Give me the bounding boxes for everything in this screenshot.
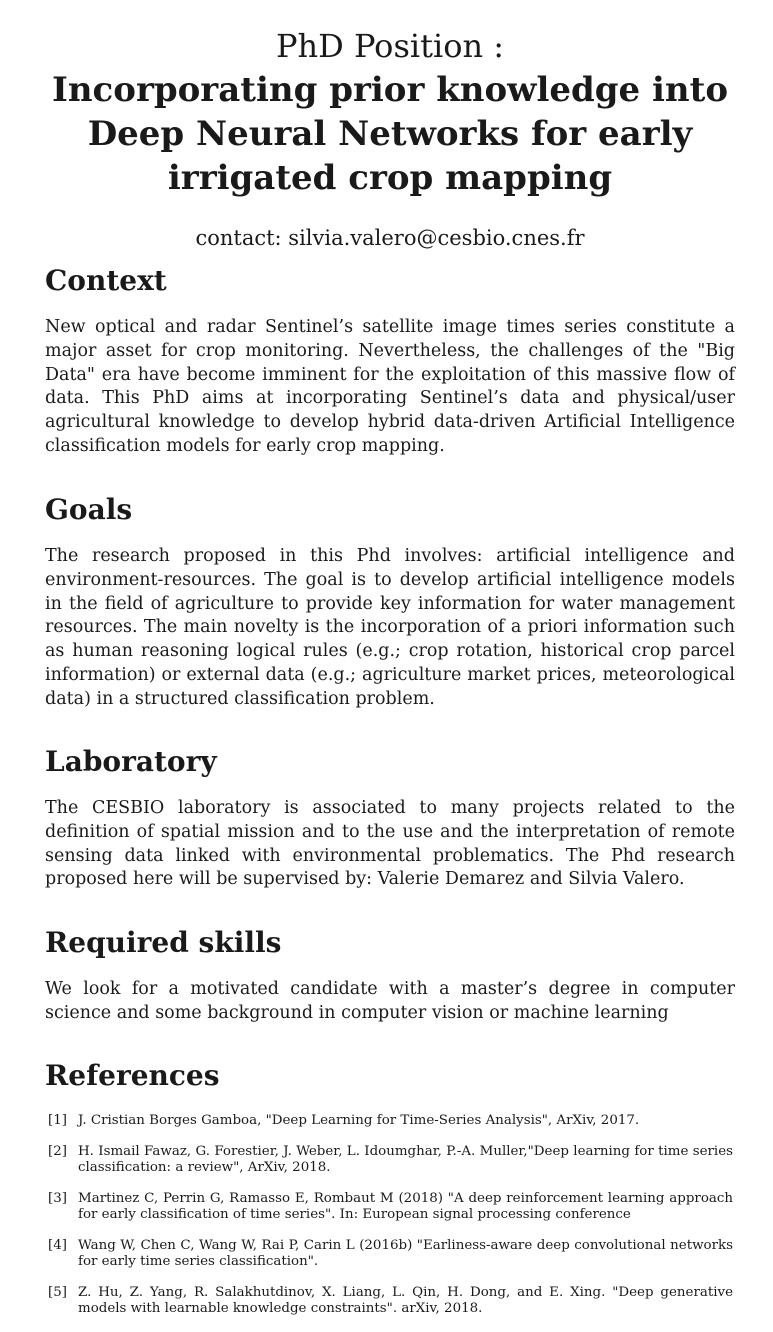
reference-number: [5]	[48, 1284, 67, 1300]
skills-body: We look for a motivated candidate with a master’s degree in computer science and some background in computer vision or machine learning	[45, 979, 735, 1023]
laboratory-section	[45, 745, 735, 892]
goals-heading: Goals	[45, 493, 133, 526]
reference-item	[45, 1238, 735, 1271]
page-title: Incorporating prior knowledge into Deep Neural Networks for early irrigated crop mapping	[51, 70, 729, 198]
reference-text: Martinez C, Perrin G, Ramasso E, Rombaut M (2018) "A deep reinforcement learning approach for early classification of time series". In: European signal processing conference	[78, 1190, 733, 1222]
skills-heading: Required skills	[45, 926, 282, 959]
reference-number: [4]	[48, 1237, 67, 1253]
reference-text: J. Cristian Borges Gamboa, "Deep Learning for Time-Series Analysis", ArXiv, 2017.	[78, 1113, 640, 1128]
reference-number: [3]	[48, 1190, 67, 1206]
goals-section	[45, 493, 735, 712]
context-heading: Context	[45, 264, 167, 297]
reference-item	[45, 1113, 735, 1130]
goals-body: The research proposed in this Phd involves: artificial intelligence and environment-resources. The goal is to develop artificial intelligence models in the field of agriculture to provide key information for water management resources. The main novelty is the incorporation of a priori information such as human reasoning logical rules (e.g.; crop rotation, historical crop parcel information) or external data (e.g.; agriculture market prices, meteorological data) in a structured classification problem.	[45, 546, 735, 709]
reference-item	[45, 1191, 735, 1224]
document-page	[45, 0, 735, 1316]
laboratory-heading: Laboratory	[45, 745, 217, 778]
laboratory-body: The CESBIO laboratory is associated to many projects related to the definition of spatial mission and to the use and the interpretation of remote sensing data linked with environmental problematics. The Phd research proposed here will be supervised by: Valerie Demarez and Silvia Valero.	[45, 798, 735, 890]
reference-text: H. Ismail Fawaz, G. Forestier, J. Weber, L. Idoumghar, P.-A. Muller,"Deep learning for time series classification: a review", ArXiv, 2018.	[78, 1143, 733, 1175]
skills-section	[45, 926, 735, 1026]
reference-number: [1]	[48, 1113, 67, 1128]
reference-item	[45, 1144, 735, 1177]
contact-line: contact: silvia.valero@cesbio.cnes.fr	[195, 226, 585, 250]
reference-number: [2]	[48, 1143, 67, 1159]
references-heading: References	[45, 1059, 220, 1092]
reference-text: Z. Hu, Z. Yang, R. Salakhutdinov, X. Liang, L. Qin, H. Dong, and E. Xing. "Deep generative models with learnable knowledge constraints". arXiv, 2018.	[78, 1284, 733, 1316]
references-section	[45, 1059, 735, 1332]
reference-text: Wang W, Chen C, Wang W, Rai P, Carin L (2016b) "Earliness-aware deep convolutional networks for early time series classification".	[78, 1237, 733, 1269]
position-label: PhD Position :	[275, 27, 505, 65]
context-section	[45, 264, 735, 459]
reference-item	[45, 1285, 735, 1318]
reference-list	[45, 1113, 735, 1318]
context-body: New optical and radar Sentinel’s satellite image times series constitute a major asset for crop monitoring. Nevertheless, the challenges of the "Big Data" era have become imminent for the exploitation of this massive flow of data. This PhD aims at incorporating Sentinel’s data and physical/user agricultural knowledge to develop hybrid data-driven Artificial Intelligence classification models for early crop mapping.	[45, 317, 735, 456]
title-block	[45, 0, 735, 252]
